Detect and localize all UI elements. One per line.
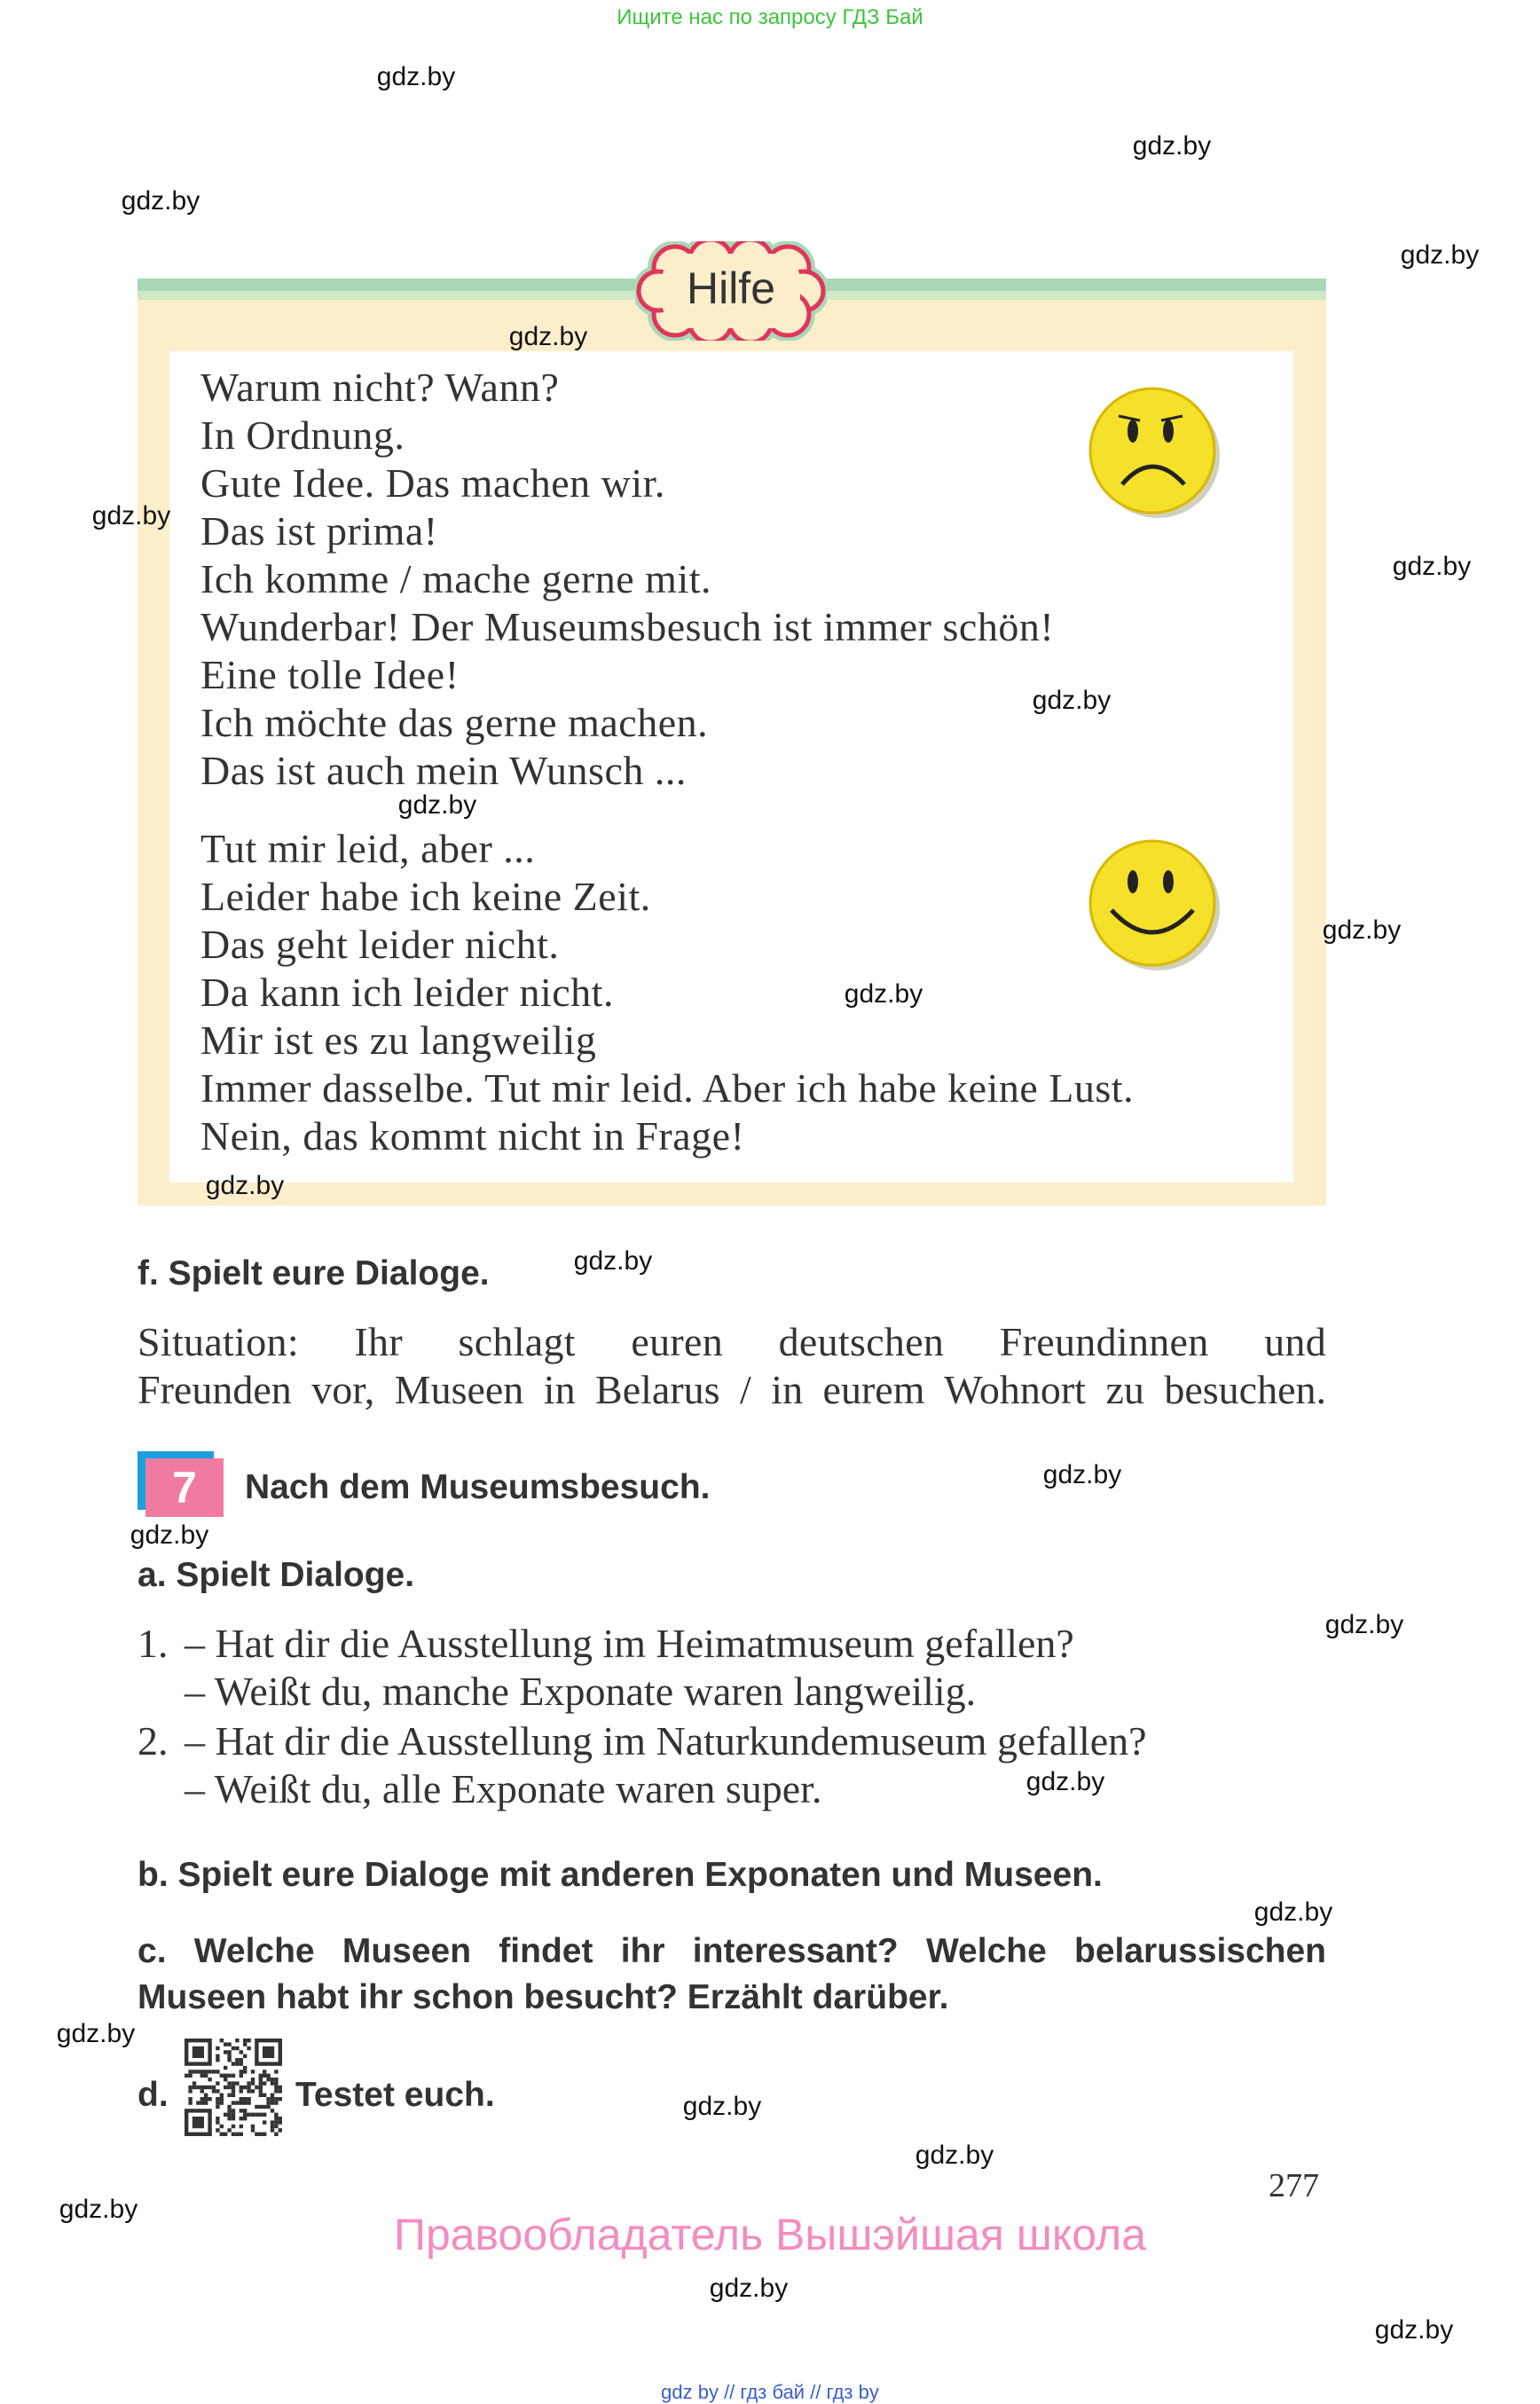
watermark: gdz.by	[1400, 240, 1480, 270]
task-d-text: Testet euch.	[295, 2076, 495, 2114]
watermark: gdz.by	[121, 186, 200, 216]
phrase: Eine tolle Idee!	[200, 652, 460, 697]
watermark: gdz.by	[844, 979, 923, 1009]
task-b-heading: b. Spielt eure Dialoge mit anderen Exponaten und Museen.	[138, 1856, 1103, 1894]
watermark: gdz.by	[376, 62, 456, 91]
dialog-number: 1.	[138, 1621, 169, 1666]
watermark: gdz.by	[397, 790, 477, 820]
dialog-line: – Hat dir die Ausstellung im Heimatmuseum gefallen?	[185, 1621, 1074, 1666]
exercise-number-badge: 7	[145, 1458, 224, 1517]
top-banner: Ищите нас по запросу ГДЗ Бай	[617, 5, 923, 29]
phrase: Nein, das kommt nicht in Frage!	[200, 1113, 745, 1159]
watermark: gdz.by	[1132, 131, 1212, 161]
task-c-line-2: Museen habt ihr schon besucht? Erzählt darüber.	[138, 1978, 949, 2016]
watermark: gdz.by	[1374, 2315, 1454, 2345]
task-f-heading: f. Spielt eure Dialoge.	[138, 1254, 490, 1292]
page-number: 277	[1269, 2167, 1319, 2204]
phrase: Ich möchte das gerne machen.	[200, 700, 709, 745]
watermark: gdz.by	[709, 2274, 789, 2303]
phrase: Mir ist es zu langweilig	[200, 1017, 597, 1063]
hilfe-title: Hilfe	[686, 263, 776, 313]
watermark: gdz.by	[91, 501, 171, 530]
watermark: gdz.by	[205, 1171, 285, 1200]
watermark: gdz.by	[573, 1246, 653, 1276]
phrase: Das ist auch mein Wunsch ...	[200, 748, 687, 793]
dialog-line: – Hat dir die Ausstellung im Naturkundemuseum gefallen?	[185, 1718, 1147, 1764]
watermark: gdz.by	[1322, 915, 1402, 945]
phrase: Das ist prima!	[200, 508, 438, 554]
watermark: gdz.by	[1025, 1767, 1105, 1796]
watermark: gdz.by	[1392, 552, 1472, 581]
phrase: Da kann ich leider nicht.	[200, 970, 614, 1015]
watermark: gdz.by	[915, 2141, 994, 2170]
situation-line-1: Situation: Ihr schlagt euren deutschen Freundinnen und	[138, 1319, 1326, 1364]
watermark: gdz.by	[682, 2092, 762, 2121]
phrase: Tut mir leid, aber ...	[200, 826, 536, 871]
copyright-holder: Правообладатель Вышэйшая школа	[394, 2210, 1146, 2259]
watermark: gdz.by	[1042, 1460, 1122, 1489]
phrase: In Ordnung.	[200, 412, 405, 458]
exercise-title: Nach dem Museumsbesuch.	[245, 1468, 711, 1506]
footer-links[interactable]: gdz by // гдз бай // гдз by	[661, 2381, 879, 2403]
dialog-line: – Weißt du, manche Exponate waren langweilig.	[185, 1669, 977, 1714]
watermark: gdz.by	[1032, 686, 1112, 715]
dialog-line: – Weißt du, alle Exponate waren super.	[185, 1766, 822, 1811]
phrase: Leider habe ich keine Zeit.	[200, 874, 651, 919]
watermark: gdz.by	[1253, 1897, 1333, 1927]
watermark: gdz.by	[130, 1520, 209, 1550]
watermark: gdz.by	[56, 2019, 136, 2048]
task-d-label: d.	[138, 2076, 169, 2114]
watermark: gdz.by	[1324, 1610, 1404, 1639]
phrase: Ich komme / mache gerne mit.	[200, 556, 712, 601]
smiley-happy-icon	[1087, 837, 1220, 970]
phrase: Das geht leider nicht.	[200, 922, 560, 967]
phrase: Immer dasselbe. Tut mir leid. Aber ich habe keine Lust.	[200, 1065, 1135, 1111]
qr-code-icon[interactable]	[185, 2038, 282, 2137]
watermark: gdz.by	[508, 322, 588, 351]
task-c-line-1: c. Welche Museen findet ihr interessant? Welche belarussischen	[138, 1932, 1326, 1970]
phrase: Wunderbar! Der Museumsbesuch ist immer schön!	[200, 604, 1055, 649]
phrase: Gute Idee. Das machen wir.	[200, 460, 665, 506]
smiley-sad-icon	[1087, 385, 1220, 518]
task-a-heading: a. Spielt Dialoge.	[138, 1556, 415, 1594]
phrase: Warum nicht? Wann?	[200, 365, 560, 410]
situation-line-2: Freunden vor, Museen in Belarus / in eurem Wohnort zu besuchen.	[138, 1367, 1326, 1412]
watermark: gdz.by	[59, 2195, 138, 2224]
dialog-number: 2.	[138, 1718, 169, 1764]
